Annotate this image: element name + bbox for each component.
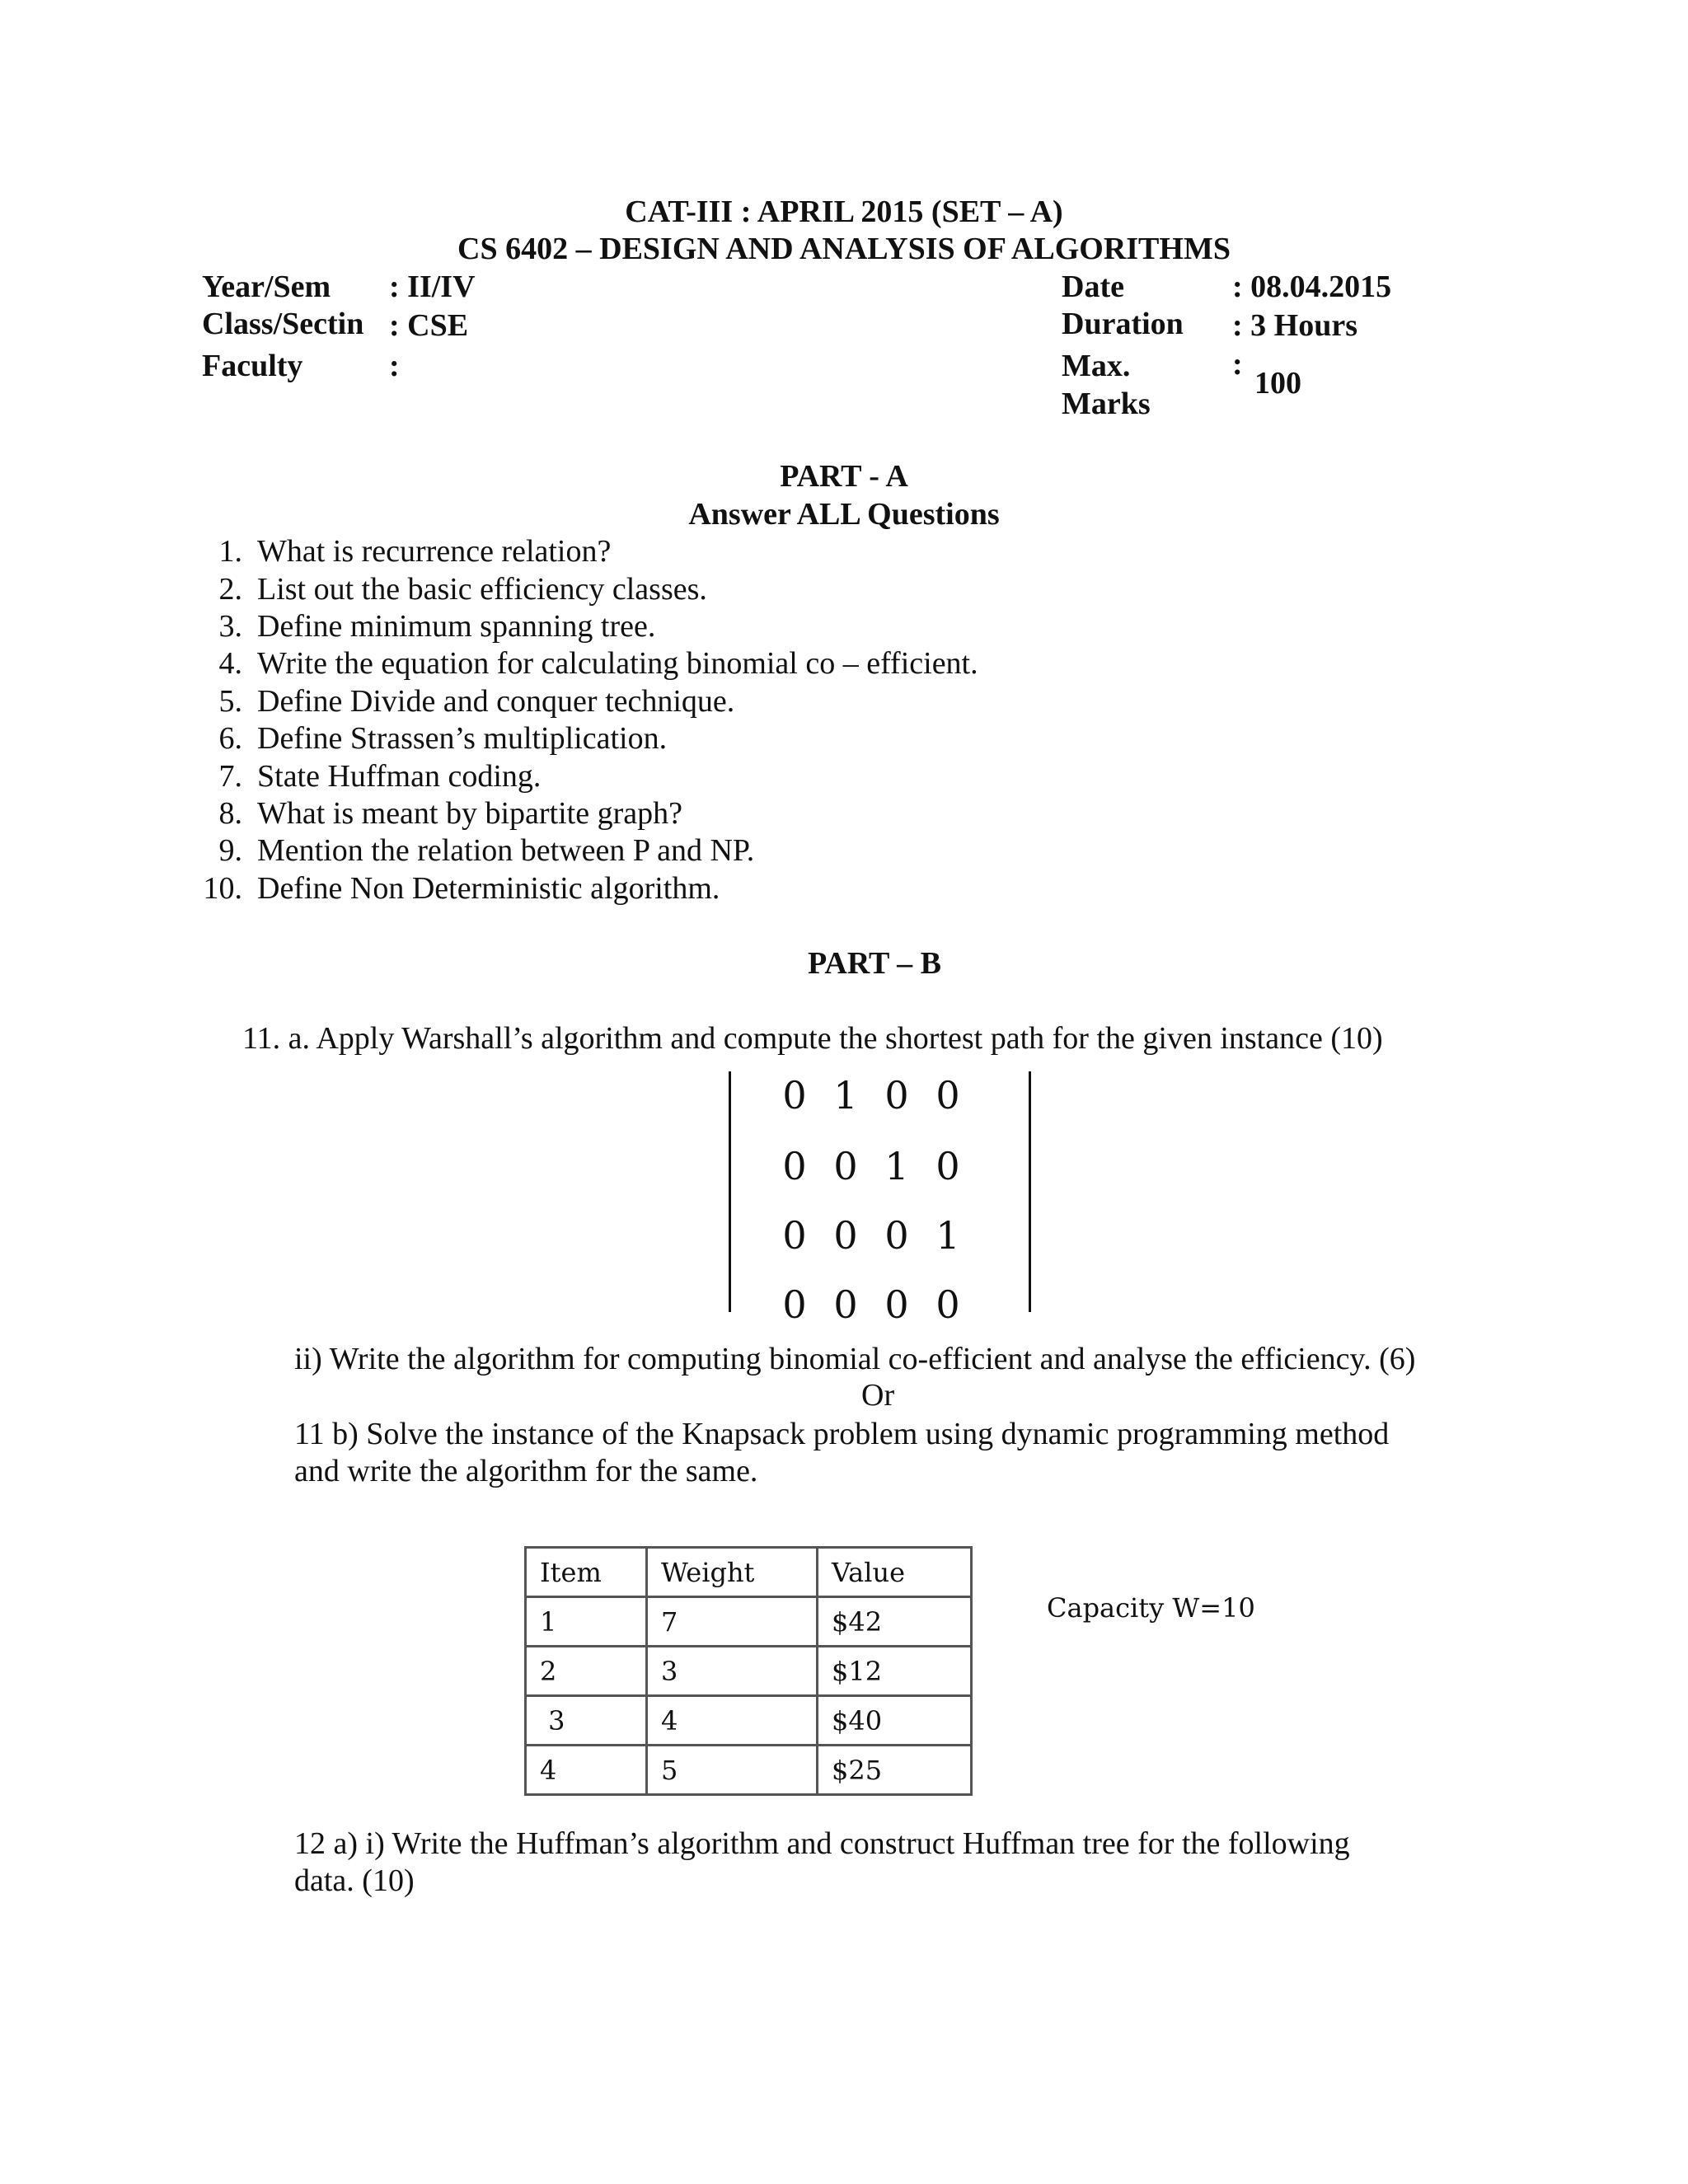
question-item: 4. Write the equation for calculating binomial co – efficient. [218,646,978,681]
table-row [526,1647,972,1696]
matrix-cell: 0 [935,1144,960,1188]
faculty-value: : [389,349,400,383]
matrix-cell: 0 [782,1213,807,1258]
table-cell: 5 [647,1746,818,1795]
duration-value: : 3 Hours [1232,308,1357,343]
table-row [526,1597,972,1647]
matrix-cell: 0 [833,1213,858,1258]
subject-title: CS 6402 – DESIGN AND ANALYSIS OF ALGORITHMS [457,232,1231,266]
table-cell: 4 [526,1746,647,1795]
question-item: 6. Define Strassen’s multiplication. [218,721,668,756]
matrix-cell: 0 [884,1073,909,1118]
matrix-cell: 0 [782,1282,807,1327]
question-12a-line2: data. (10) [294,1863,415,1898]
question-11a: 11. a. Apply Warshall’s algorithm and compute the shortest path for the given instance (10) [242,1021,1383,1056]
table-header-row [526,1548,972,1597]
part-a-title: PART - A [780,459,908,494]
part-a-instruction: Answer ALL Questions [688,497,1000,532]
part-b-title: PART – B [808,946,941,981]
capacity-label: Capacity W=10 [1047,1592,1255,1624]
table-row [526,1696,972,1746]
table-cell: 3 [526,1696,647,1746]
marks-label: Marks [1062,387,1151,421]
table-row [526,1746,972,1795]
table-cell: 3 [647,1647,818,1696]
table-header-cell: Weight [647,1548,818,1597]
question-item: 8. What is meant by bipartite graph? [218,796,682,831]
duration-label: Duration [1062,307,1184,341]
knapsack-table [524,1546,973,1796]
question-item: 3. Define minimum spanning tree. [218,609,656,644]
marks-colon: : [1232,347,1243,382]
matrix-right-bracket [1029,1071,1031,1312]
matrix-left-bracket [729,1071,731,1312]
table-header-cell: Item [526,1548,647,1597]
question-11a-ii: ii) Write the algorithm for computing binomial co-efficient and analyse the efficiency. (6) [294,1342,1416,1376]
table-cell: 4 [647,1696,818,1746]
table-cell: $25 [818,1746,972,1795]
table-header-cell: Value [818,1548,972,1597]
matrix-cell: 0 [884,1282,909,1327]
table-cell: $40 [818,1696,972,1746]
table-cell: $42 [818,1597,972,1647]
matrix-cell: 1 [935,1213,960,1258]
max-label: Max. [1062,349,1131,383]
date-value: : 08.04.2015 [1232,269,1392,304]
matrix-cell: 0 [833,1144,858,1188]
date-label: Date [1062,269,1124,304]
question-12a-line1: 12 a) i) Write the Huffman’s algorithm and construct Huffman tree for the following [294,1826,1350,1861]
matrix-cell: 0 [884,1213,909,1258]
question-item: 10. Define Non Deterministic algorithm. [203,871,720,906]
table-cell: 1 [526,1597,647,1647]
matrix-cell: 0 [833,1282,858,1327]
year-sem-value: : II/IV [389,269,476,304]
matrix-cell: 0 [935,1073,960,1118]
matrix-cell: 0 [935,1282,960,1327]
matrix-cell: 1 [884,1144,909,1188]
question-item: 9. Mention the relation between P and NP. [218,833,755,868]
question-11b-line2: and write the algorithm for the same. [294,1454,758,1488]
table-cell: 2 [526,1647,647,1696]
question-item: 5. Define Divide and conquer technique. [218,684,735,719]
matrix-cell: 0 [782,1144,807,1188]
class-label: Class/Sectin [202,307,364,341]
question-item: 1. What is recurrence relation? [218,534,612,569]
exam-title: CAT-III : APRIL 2015 (SET – A) [625,194,1063,229]
table-cell: $12 [818,1647,972,1696]
marks-value: 100 [1254,366,1301,401]
table-cell: 7 [647,1597,818,1647]
matrix-cell: 0 [782,1073,807,1118]
class-value: : CSE [389,308,469,343]
year-sem-label: Year/Sem [202,269,331,304]
or-separator: Or [861,1378,895,1413]
question-item: 7. State Huffman coding. [218,759,542,794]
faculty-label: Faculty [202,349,303,383]
question-11b-line1: 11 b) Solve the instance of the Knapsack problem using dynamic programming method [294,1417,1390,1451]
matrix-cell: 1 [833,1073,858,1118]
question-item: 2. List out the basic efficiency classes. [218,572,707,607]
